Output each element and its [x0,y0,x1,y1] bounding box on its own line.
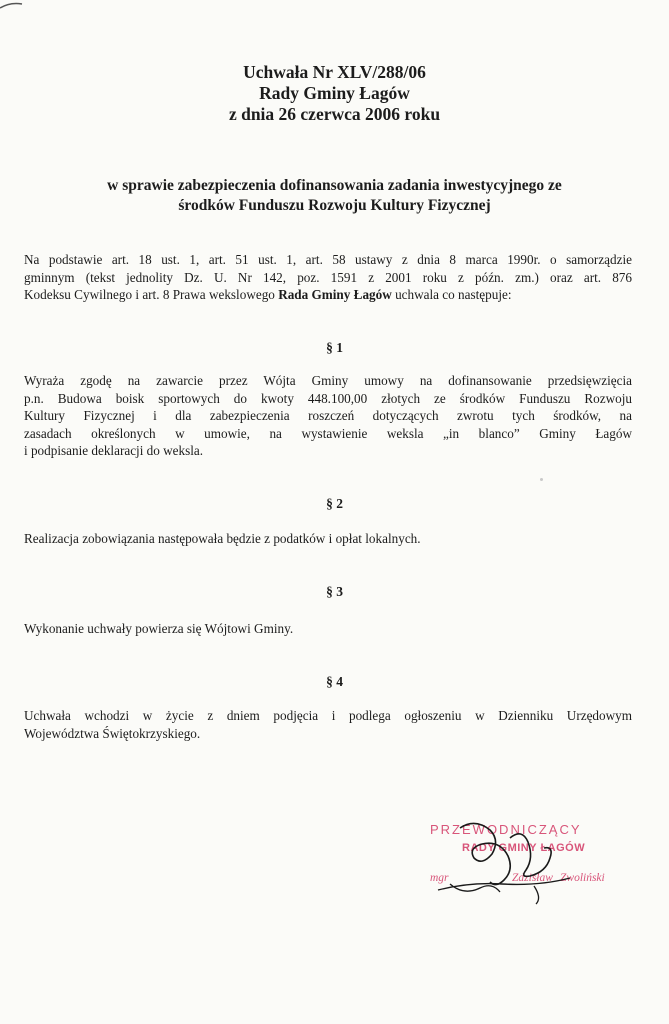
section-1-line-5: i podpisanie deklaracji do weksla. [24,443,204,458]
section-heading-2: § 2 [326,496,343,511]
preamble-council-bold: Rada Gminy Łagów [278,287,392,302]
title-council: Rady Gminy Łagów [259,83,410,103]
scan-mark [0,0,30,12]
subject-line-2: środków Funduszu Rozwoju Kultury Fizycznej [178,197,491,214]
stamp-title: mgr [430,872,449,884]
section-3-line-1: Wykonanie uchwały powierza się Wójtowi Gminy. [24,621,294,636]
stamp-first-name: Zdzisław [512,872,553,884]
preamble-line-3 [24,286,632,304]
section-heading-4: § 4 [326,674,343,689]
section-heading-3: § 3 [326,584,343,599]
section-1-line-4: zasadach określonych w umowie, na wystawienie weksla „in blanco” Gminy Łagów [24,425,632,441]
section-1-line-3: Kultury Fizycznej i dla zabezpieczenia roszczeń dotyczących zwrotu tych środków, na [24,408,632,423]
title-date: z dnia 26 czerwca 2006 roku [228,104,441,124]
stamp-line-1: PRZEWODNICZĄCY [430,822,582,837]
preamble-line-3-start: Kodeksu Cywilnego i art. 8 Prawa wekslowego [24,287,275,302]
resolution-title [0,62,669,125]
scan-speck [540,478,543,481]
section-4-line-1: Uchwała wchodzi w życie z dniem podjęcia i podlega ogłoszeniu w Dzienniku Urzędowym [24,708,632,723]
preamble-line-3-end: uchwala co następuje: [395,287,512,302]
stamp-line-2: RADY GMINY ŁAGÓW [462,842,586,854]
section-2-line-1: Realizacja zobowiązania następowała będzie z podatków i opłat lokalnych. [24,531,421,546]
section-3-body [24,620,632,638]
section-2-body [24,530,632,548]
section-heading-1: § 1 [326,340,343,355]
section-1-body [24,372,632,460]
section-1-line-1: Wyraża zgodę na zawarcie przez Wójta Gminy umowy na dofinansowanie przedsięwzięcia [24,373,632,388]
handwritten-signature [430,818,590,908]
title-number: Uchwała Nr XLV/288/06 [243,62,426,82]
resolution-subject [0,176,669,216]
preamble-line-2: gminnym (tekst jednolity Dz. U. Nr 142, poz. 1591 z 2001 roku z późn. zm.) oraz art. 876 [24,269,632,285]
section-4-body [24,707,632,742]
section-1-line-2: p.n. Budowa boisk sportowych do kwoty 448.100,00 złotych ze środków Funduszu Rozwoju [24,390,632,406]
section-4-line-2: Województwa Świętokrzyskiego. [24,725,201,741]
preamble-line-1: Na podstawie art. 18 ust. 1, art. 51 ust. 1, art. 58 ustawy z dnia 8 marca 1990r. o samorządzie [24,252,632,267]
preamble [24,251,632,304]
stamp-last-name: Zwoliński [560,872,605,884]
subject-line-1: w sprawie zabezpieczenia dofinansowania zadania inwestycyjnego ze [107,177,562,194]
